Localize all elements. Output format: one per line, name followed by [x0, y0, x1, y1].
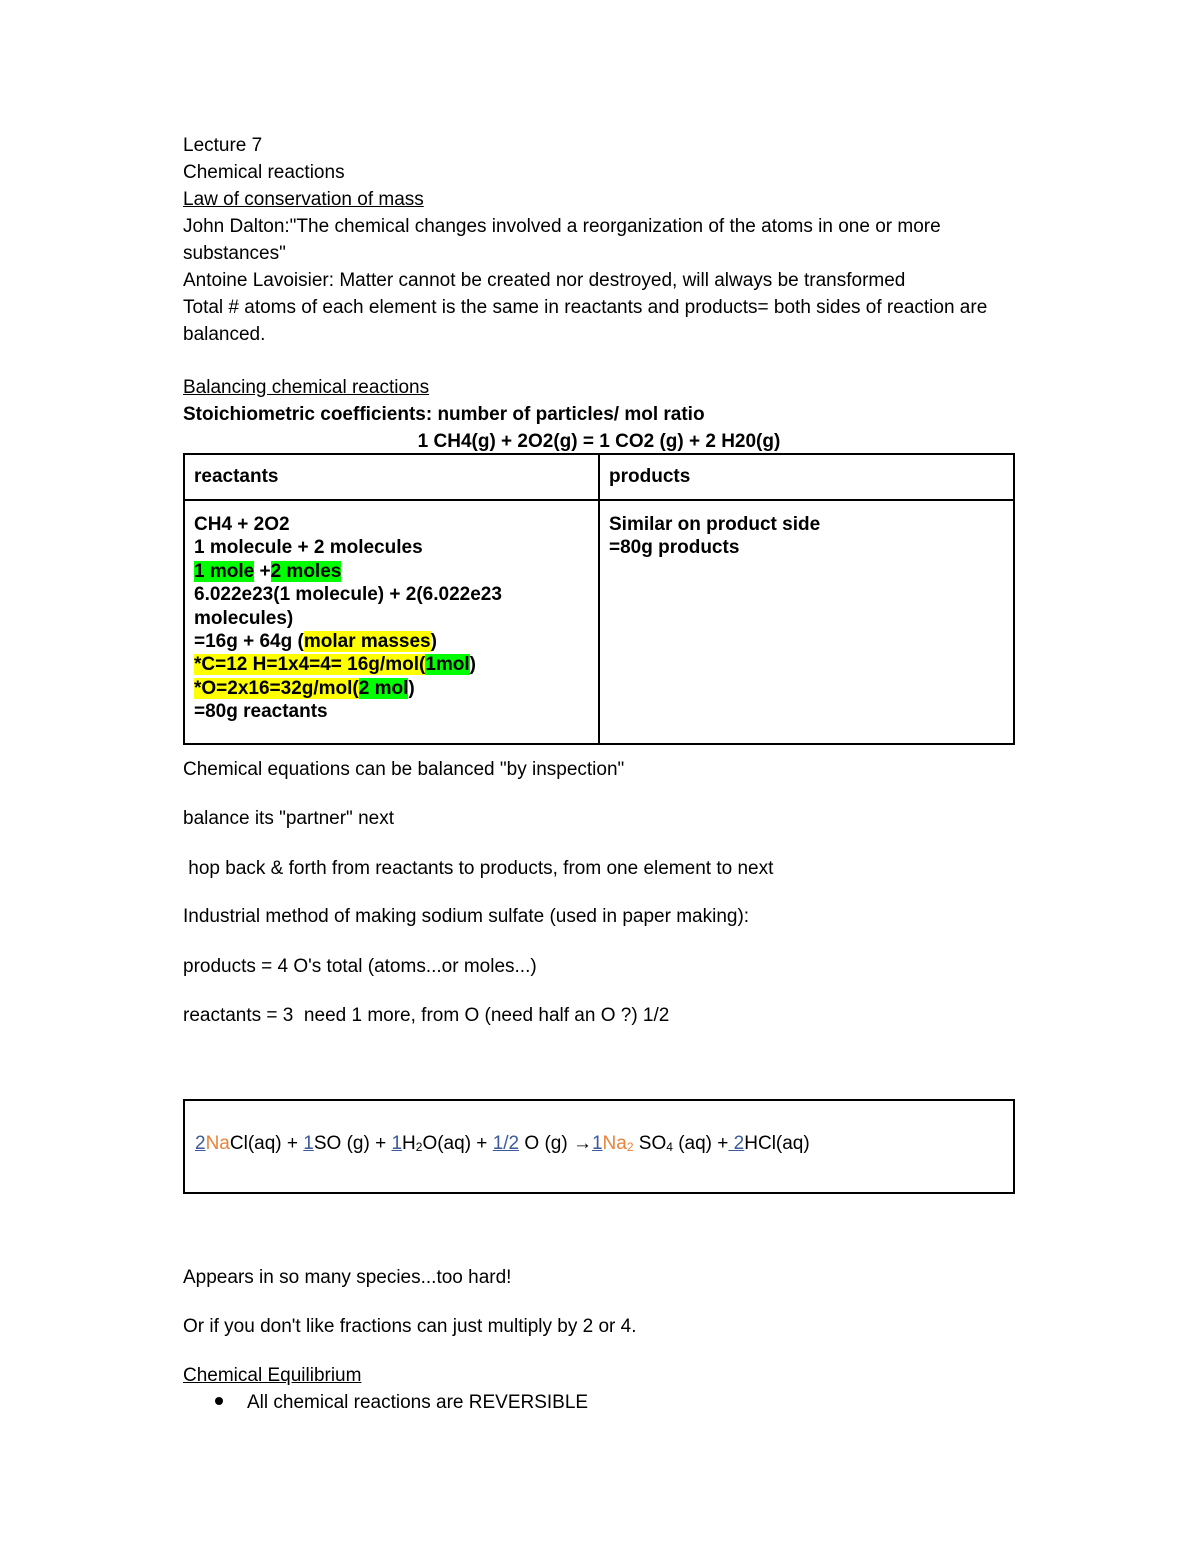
reactants-line: 6.022e23(1 molecule) + 2(6.022e23 molecules) — [194, 584, 502, 629]
reactants-line — [194, 653, 589, 676]
subscript: 4 — [666, 1140, 673, 1154]
reactants-line — [194, 560, 589, 583]
notes-header — [183, 132, 1015, 455]
highlight-yellow: *O=2x16=32g/mol( — [194, 677, 359, 699]
coefficient: 2 — [728, 1133, 745, 1154]
eq-text: SO — [633, 1133, 667, 1154]
note-partner: balance its "partner" next — [183, 808, 394, 829]
reactants-line: =80g reactants — [194, 701, 328, 723]
coefficient: 1 — [391, 1133, 403, 1154]
note-reactants: reactants = 3 need 1 more, from O (need half an O ?) 1/2 — [183, 1005, 670, 1026]
highlight-green: 1mol — [425, 654, 470, 676]
products-line: =80g products — [609, 537, 740, 559]
mass-text: =16g + 64g ( — [194, 631, 304, 653]
section-heading-conservation: Law of conservation of mass — [183, 189, 424, 210]
sodium-sulfate-equation — [195, 1133, 810, 1155]
eq-text: HCl(aq) — [744, 1133, 810, 1154]
reactants-line: 1 molecule + 2 molecules — [194, 537, 423, 559]
subscript: 2 — [415, 1140, 423, 1154]
reactants-cell — [184, 500, 599, 744]
section-heading-balancing: Balancing chemical reactions — [183, 377, 430, 398]
total-atoms-note: Total # atoms of each element is the same in reactants and products= both sides of reaction are balanced. — [183, 297, 988, 345]
section-heading-equilibrium: Chemical Equilibrium — [183, 1365, 362, 1386]
note-hop: hop back & forth from reactants to products, from one element to next — [183, 858, 774, 879]
reactants-header: reactants — [184, 454, 599, 500]
eq-text: SO (g) + — [313, 1133, 392, 1154]
sodium-symbol: Na — [602, 1133, 627, 1154]
note-industrial: Industrial method of making sodium sulfate (used in paper making): — [183, 906, 750, 927]
highlight-yellow: *C=12 H=1x4=4= 16g/mol( — [194, 654, 426, 676]
paren-text: ) — [408, 677, 415, 699]
products-line: Similar on product side — [609, 514, 821, 535]
highlight-green: 1 mole — [194, 560, 255, 582]
plus-text: + — [254, 560, 271, 582]
coefficient: 1 — [591, 1133, 603, 1154]
bullet-icon — [215, 1397, 223, 1405]
coefficient: 1 — [303, 1133, 314, 1154]
eq-text: O(aq) + — [422, 1133, 493, 1154]
note-too-hard: Appears in so many species...too hard! — [183, 1267, 512, 1288]
products-header: products — [599, 454, 1014, 500]
highlight-green: 2 mol — [358, 677, 409, 699]
eq-text: (aq) + — [672, 1133, 729, 1154]
reactants-line — [194, 630, 589, 653]
note-fractions: Or if you don't like fractions can just multiply by 2 or 4. — [183, 1316, 637, 1337]
eq-text: H — [402, 1133, 416, 1154]
stoich-definition: Stoichiometric coefficients: number of particles/ mol ratio — [183, 404, 705, 425]
lecture-title: Lecture 7 — [183, 135, 263, 156]
lavoisier-quote: Antoine Lavoisier: Matter cannot be created nor destroyed, will always be transformed — [183, 270, 906, 291]
coefficient: 2 — [195, 1133, 206, 1154]
methane-equation: 1 CH4(g) + 2O2(g) = 1 CO2 (g) + 2 H20(g) — [417, 431, 781, 452]
paren-text: ) — [430, 631, 437, 653]
sodium-symbol: Na — [205, 1133, 230, 1154]
reaction-table — [183, 453, 1015, 745]
dalton-quote: John Dalton:"The chemical changes involved a reorganization of the atoms in one or more substances" — [183, 216, 941, 264]
bullet-item — [215, 1389, 588, 1416]
eq-text: O (g) → — [519, 1133, 592, 1154]
highlight-yellow: molar masses — [303, 631, 431, 653]
sodium-sulfate-equation-box — [183, 1099, 1015, 1194]
highlight-green: 2 moles — [270, 560, 342, 582]
subscript: 2 — [626, 1140, 634, 1154]
paren-text: ) — [469, 654, 476, 676]
eq-text: Cl(aq) + — [229, 1133, 304, 1154]
products-cell — [599, 500, 1014, 744]
note-inspection: Chemical equations can be balanced "by inspection" — [183, 759, 625, 780]
note-products: products = 4 O's total (atoms...or moles...) — [183, 956, 537, 977]
reactants-line — [194, 677, 589, 700]
coefficient: 1/2 — [492, 1133, 520, 1154]
reactants-line: CH4 + 2O2 — [194, 514, 290, 535]
topic-title: Chemical reactions — [183, 162, 345, 183]
bullet-text: All chemical reactions are REVERSIBLE — [247, 1392, 589, 1413]
